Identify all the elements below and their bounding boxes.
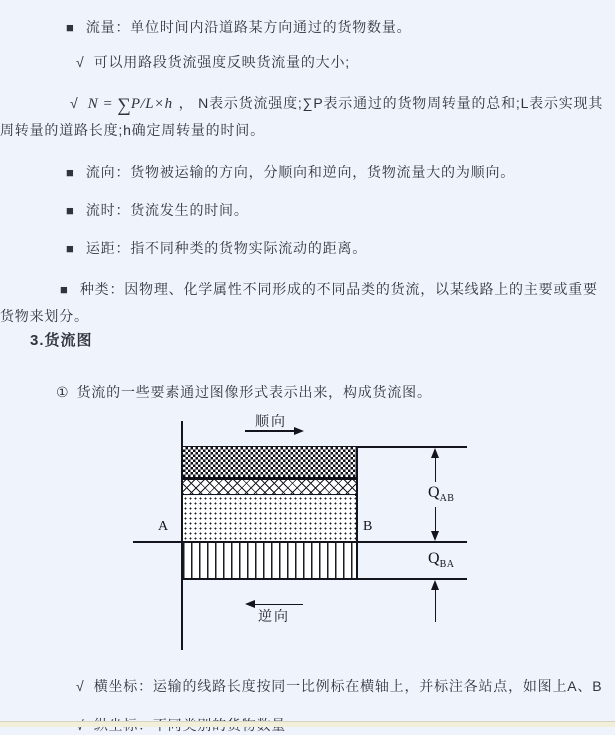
check-mark-icon: √: [76, 678, 84, 694]
qab-label: $Q_{AB}$: [428, 484, 455, 505]
square-bullet-icon: ■: [60, 282, 68, 297]
check-line-intensity: [0, 52, 612, 72]
qba-arrow-up-icon: [431, 580, 439, 590]
bullet-line-flow-time: [0, 200, 612, 221]
qab-arrow-down-icon: [431, 531, 439, 541]
bullet-line-text: 运距：指不同种类的货物实际流动的距离。: [85, 240, 368, 256]
dotted-band: [183, 496, 356, 542]
forward-direction-label: 顺向: [255, 413, 287, 429]
numbered-line-definition: [0, 382, 612, 402]
square-bullet-icon: ■: [66, 241, 74, 256]
bullet-line-flow-volume: [0, 17, 612, 38]
bullet-line-text: 流量：单位时间内沿道路某方向通过的货物数量。: [85, 19, 412, 35]
sigma-symbol: ∑: [117, 95, 131, 116]
formula-expression: N = ∑P/L×h: [87, 95, 173, 116]
reverse-arrow-head-icon: [245, 600, 255, 608]
check-mark-icon: √: [76, 54, 84, 70]
section-heading: 3.货流图: [30, 332, 93, 349]
bullet-line-distance: [0, 238, 612, 259]
crosshatch-band: [183, 480, 356, 495]
circled-one-icon: ①: [56, 384, 69, 400]
qba-label: $Q_{BA}$: [428, 550, 455, 571]
bullet-line-text: 流时：货流发生的时间。: [85, 202, 249, 218]
numbered-line-text: 货流的一些要素通过图像形式表示出来，构成货流图。: [76, 384, 432, 400]
qab-arrow-upper-line: [435, 458, 437, 482]
bullet-line-text: 种类：因物理、化学属性不同形成的不同品类的货流，以某线路上的主要或重要货物来划分。: [0, 281, 598, 324]
qba-bottom-line: [182, 578, 467, 580]
station-a-label: A: [158, 519, 169, 534]
formula-line: [0, 90, 612, 143]
square-bullet-icon: ■: [66, 165, 74, 180]
bullet-line-text: 流向：货物被运输的方向，分顺向和逆向，货物流量大的为顺向。: [85, 164, 516, 180]
reverse-direction-label: 逆向: [258, 608, 290, 624]
qba-arrow-line: [435, 590, 437, 622]
freight-flow-diagram: [0, 405, 615, 655]
reverse-arrow-line: [255, 604, 303, 606]
square-bullet-icon: ■: [66, 203, 74, 218]
bullet-line-flow-direction: [0, 162, 612, 183]
check-line-text: 可以用路段货流强度反映货流量的大小;: [93, 54, 350, 70]
forward-arrow-head-icon: [294, 427, 304, 435]
formula-explanation: ， N表示货流强度;∑P表示通过的货物周转量的总和;L表示实现其周转量的道路长度;h确定周转量的时间。: [0, 95, 604, 138]
square-bullet-icon: ■: [66, 20, 74, 35]
forward-arrow-line: [245, 430, 295, 432]
checkerboard-band: [183, 447, 356, 477]
bullet-line-category: [0, 276, 612, 329]
vertical-stripe-band: [183, 543, 356, 578]
qab-arrow-lower-line: [435, 507, 437, 531]
check-line-xaxis: [0, 676, 612, 696]
check-line-text: 横坐标：运输的线路长度按同一比例标在横轴上，并标注各站点，如图上A、B: [93, 678, 603, 694]
bottom-edge-strip: [0, 721, 615, 727]
qab-arrow-up-icon: [431, 448, 439, 458]
station-b-label: B: [363, 519, 373, 534]
check-mark-icon: √: [70, 95, 78, 111]
